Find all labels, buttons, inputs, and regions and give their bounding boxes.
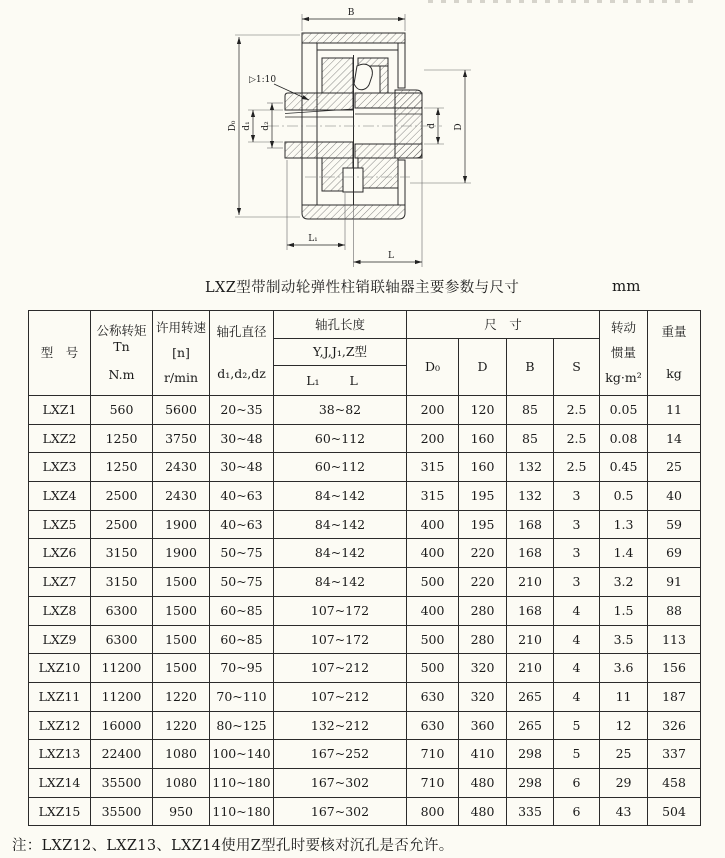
cell: 0.05 [600, 396, 648, 425]
cell: 1250 [91, 424, 153, 453]
cell: LXZ6 [29, 539, 91, 568]
cell: 1220 [153, 711, 210, 740]
cell: 167~302 [274, 797, 407, 826]
cell: 200 [407, 424, 459, 453]
cell: 2430 [153, 482, 210, 511]
cell: 120 [459, 396, 507, 425]
cell: 3.2 [600, 568, 648, 597]
cell: 400 [407, 510, 459, 539]
cell: 500 [407, 625, 459, 654]
cell: 400 [407, 596, 459, 625]
cell: 84~142 [274, 539, 407, 568]
table-header [29, 311, 701, 396]
dim-label-d1: d₁ [242, 121, 252, 131]
cell: 107~212 [274, 654, 407, 683]
cell: 35500 [91, 797, 153, 826]
cell: 2.5 [554, 396, 600, 425]
cell: 168 [507, 539, 554, 568]
speed-line1: 许用转速 [155, 320, 206, 336]
cell: 160 [459, 453, 507, 482]
cell: LXZ13 [29, 740, 91, 769]
cell: 2430 [153, 453, 210, 482]
cell: LXZ10 [29, 654, 91, 683]
cell: 84~142 [274, 510, 407, 539]
cell: 160 [459, 424, 507, 453]
cell: 11200 [91, 682, 153, 711]
coupling-section-drawing [210, 0, 490, 272]
cell: 30~48 [210, 424, 274, 453]
cell: 6 [554, 768, 600, 797]
cell: 210 [507, 568, 554, 597]
cell: 12 [600, 711, 648, 740]
len-l1-label: L₁ [306, 372, 320, 388]
cell: 710 [407, 768, 459, 797]
cell: 69 [648, 539, 701, 568]
cell: 410 [459, 740, 507, 769]
table-row [29, 396, 701, 425]
cell: 0.45 [600, 453, 648, 482]
cell: LXZ15 [29, 797, 91, 826]
cell: 1250 [91, 453, 153, 482]
cell: 200 [407, 396, 459, 425]
cell: 156 [648, 654, 701, 683]
cell: 60~85 [210, 625, 274, 654]
taper-label: ▷1:10 [249, 75, 277, 85]
cell: 630 [407, 711, 459, 740]
table-row [29, 711, 701, 740]
cell: 60~112 [274, 424, 407, 453]
cell: 25 [648, 453, 701, 482]
cell: LXZ9 [29, 625, 91, 654]
cell: 11 [648, 396, 701, 425]
cell: 1500 [153, 568, 210, 597]
cell: 3150 [91, 539, 153, 568]
cell: 40~63 [210, 482, 274, 511]
cell: 84~142 [274, 482, 407, 511]
cell: 100~140 [210, 740, 274, 769]
cell: 1220 [153, 682, 210, 711]
cell: 132 [507, 482, 554, 511]
cell: 60~85 [210, 596, 274, 625]
cell: 5 [554, 740, 600, 769]
cell: 3 [554, 568, 600, 597]
cell: 337 [648, 740, 701, 769]
cell: 50~75 [210, 568, 274, 597]
cell: 16000 [91, 711, 153, 740]
cell: 4 [554, 654, 600, 683]
cell: 20~35 [210, 396, 274, 425]
table-body [29, 396, 701, 826]
inertia-line1: 转动 [611, 320, 637, 336]
cell: 85 [507, 396, 554, 425]
cell: 210 [507, 625, 554, 654]
cell: 265 [507, 711, 554, 740]
dim-label-d2: d₂ [261, 121, 271, 131]
col-header-B: B [507, 339, 554, 396]
cell: 0.5 [600, 482, 648, 511]
inertia-line3: kg·m² [605, 370, 642, 386]
cell: LXZ8 [29, 596, 91, 625]
cell: 195 [459, 510, 507, 539]
cell: 280 [459, 625, 507, 654]
cell: 11 [600, 682, 648, 711]
cell: 220 [459, 568, 507, 597]
cell: 320 [459, 654, 507, 683]
cell: 265 [507, 682, 554, 711]
cell: LXZ2 [29, 424, 91, 453]
footnote: 注：LXZ12、LXZ13、LXZ14使用Z型孔时要核对沉孔是否允许。 [12, 838, 454, 854]
cell: LXZ3 [29, 453, 91, 482]
cell: 22400 [91, 740, 153, 769]
cell: 3.6 [600, 654, 648, 683]
cell: 168 [507, 596, 554, 625]
cell: 80~125 [210, 711, 274, 740]
table-row [29, 625, 701, 654]
cell: 800 [407, 797, 459, 826]
dim-label-l1: L₁ [308, 234, 318, 244]
dim-label-l: L [388, 251, 394, 261]
cell: 1500 [153, 654, 210, 683]
cell: 1.4 [600, 539, 648, 568]
parameters-table [28, 310, 701, 826]
cell: 107~172 [274, 596, 407, 625]
cell: 6300 [91, 596, 153, 625]
torque-line1: 公称转矩Tn [96, 323, 147, 354]
cell: 950 [153, 797, 210, 826]
cell: 3 [554, 510, 600, 539]
cell: 500 [407, 654, 459, 683]
cell: 50~75 [210, 539, 274, 568]
cell: 1900 [153, 510, 210, 539]
cell: LXZ7 [29, 568, 91, 597]
cell: 0.08 [600, 424, 648, 453]
cell: 280 [459, 596, 507, 625]
table-row [29, 568, 701, 597]
cell: 5 [554, 711, 600, 740]
cell: 4 [554, 682, 600, 711]
title-bar [0, 276, 725, 298]
cell: 2500 [91, 482, 153, 511]
cell: 1500 [153, 625, 210, 654]
cell: 38~82 [274, 396, 407, 425]
col-header-inertia [600, 311, 648, 396]
table-row [29, 596, 701, 625]
cell: 6 [554, 797, 600, 826]
cell: 91 [648, 568, 701, 597]
col-header-model: 型 号 [29, 311, 91, 396]
cell: 458 [648, 768, 701, 797]
cell: 335 [507, 797, 554, 826]
cell: 25 [600, 740, 648, 769]
cell: 560 [91, 396, 153, 425]
cell: 1080 [153, 768, 210, 797]
weight-line1: 重量 [661, 324, 687, 340]
col-header-dimensions: 尺 寸 [407, 311, 600, 339]
cell: 110~180 [210, 797, 274, 826]
cell: 630 [407, 682, 459, 711]
cell: 88 [648, 596, 701, 625]
table-row [29, 539, 701, 568]
cell: LXZ5 [29, 510, 91, 539]
col-header-speed [153, 311, 210, 396]
table-row [29, 740, 701, 769]
table-row [29, 654, 701, 683]
cell: 11200 [91, 654, 153, 683]
cell: LXZ1 [29, 396, 91, 425]
cell: 167~252 [274, 740, 407, 769]
cell: 326 [648, 711, 701, 740]
cell: 113 [648, 625, 701, 654]
dimension-lines [239, 19, 465, 262]
dim-label-b: B [347, 8, 355, 18]
cell: 3 [554, 482, 600, 511]
table-row [29, 768, 701, 797]
cell: 315 [407, 453, 459, 482]
cell: 3750 [153, 424, 210, 453]
cell: 60~112 [274, 453, 407, 482]
cell: LXZ4 [29, 482, 91, 511]
cell: 70~110 [210, 682, 274, 711]
cell: 29 [600, 768, 648, 797]
cell: 298 [507, 740, 554, 769]
cell: 59 [648, 510, 701, 539]
cell: 1.5 [600, 596, 648, 625]
cell: 107~172 [274, 625, 407, 654]
dim-label-d: d [427, 123, 437, 129]
cell: 2500 [91, 510, 153, 539]
col-header-bore-length: 轴孔长度 [274, 311, 407, 339]
cell: 167~302 [274, 768, 407, 797]
cell: 84~142 [274, 568, 407, 597]
cell: 195 [459, 482, 507, 511]
table-row [29, 482, 701, 511]
inertia-line2: 惯量 [611, 345, 637, 361]
col-header-bore-types: Y,J,J₁,Z型 [274, 339, 407, 366]
cell: 400 [407, 539, 459, 568]
cell: 110~180 [210, 768, 274, 797]
cell: 298 [507, 768, 554, 797]
cell: 5600 [153, 396, 210, 425]
cell: 187 [648, 682, 701, 711]
cell: 43 [600, 797, 648, 826]
dim-label-D: D [454, 123, 464, 131]
cell: 1900 [153, 539, 210, 568]
cell: 3150 [91, 568, 153, 597]
cell: 1080 [153, 740, 210, 769]
cell: 500 [407, 568, 459, 597]
cell: 4 [554, 596, 600, 625]
bore-dia-line2: d₁,d₂,dz [217, 366, 266, 382]
table-title: LXZ型带制动轮弹性柱销联轴器主要参数与尺寸 [205, 280, 520, 296]
cell: 3 [554, 539, 600, 568]
col-header-D0: D₀ [407, 339, 459, 396]
cell: 220 [459, 539, 507, 568]
cell: 360 [459, 711, 507, 740]
weight-line2: kg [666, 366, 682, 382]
cell: 210 [507, 654, 554, 683]
cell: LXZ12 [29, 711, 91, 740]
cell: 70~95 [210, 654, 274, 683]
bore-dia-line1: 轴孔直径 [216, 324, 267, 340]
col-header-S: S [554, 339, 600, 396]
len-l-label: L [349, 372, 358, 388]
table-row [29, 797, 701, 826]
cell: 132 [507, 453, 554, 482]
cell: 480 [459, 797, 507, 826]
cell: 320 [459, 682, 507, 711]
cell: 504 [648, 797, 701, 826]
cell: 3.5 [600, 625, 648, 654]
cell: 1500 [153, 596, 210, 625]
col-header-L1-L [274, 366, 407, 396]
table-row [29, 682, 701, 711]
col-header-torque [91, 311, 153, 396]
speed-line2: [n] [172, 345, 190, 361]
cell: 14 [648, 424, 701, 453]
dim-label-d0: D₀ [228, 120, 238, 132]
cell: 40 [648, 482, 701, 511]
cell: 85 [507, 424, 554, 453]
cell: 132~212 [274, 711, 407, 740]
cell: 2.5 [554, 424, 600, 453]
cell: 710 [407, 740, 459, 769]
cell: 1.3 [600, 510, 648, 539]
unit-label: mm [612, 277, 641, 295]
torque-line2: N.m [108, 367, 135, 382]
cell: 168 [507, 510, 554, 539]
col-header-bore-diameter [210, 311, 274, 396]
col-header-D: D [459, 339, 507, 396]
cell: 315 [407, 482, 459, 511]
table-row [29, 510, 701, 539]
cell: 40~63 [210, 510, 274, 539]
cell: LXZ11 [29, 682, 91, 711]
cell: LXZ14 [29, 768, 91, 797]
cell: 6300 [91, 625, 153, 654]
col-header-weight [648, 311, 701, 396]
speed-line3: r/min [163, 370, 199, 386]
table-row [29, 453, 701, 482]
table-row [29, 424, 701, 453]
cell: 2.5 [554, 453, 600, 482]
cell: 107~212 [274, 682, 407, 711]
cell: 30~48 [210, 453, 274, 482]
cell: 480 [459, 768, 507, 797]
cell: 4 [554, 625, 600, 654]
cell: 35500 [91, 768, 153, 797]
